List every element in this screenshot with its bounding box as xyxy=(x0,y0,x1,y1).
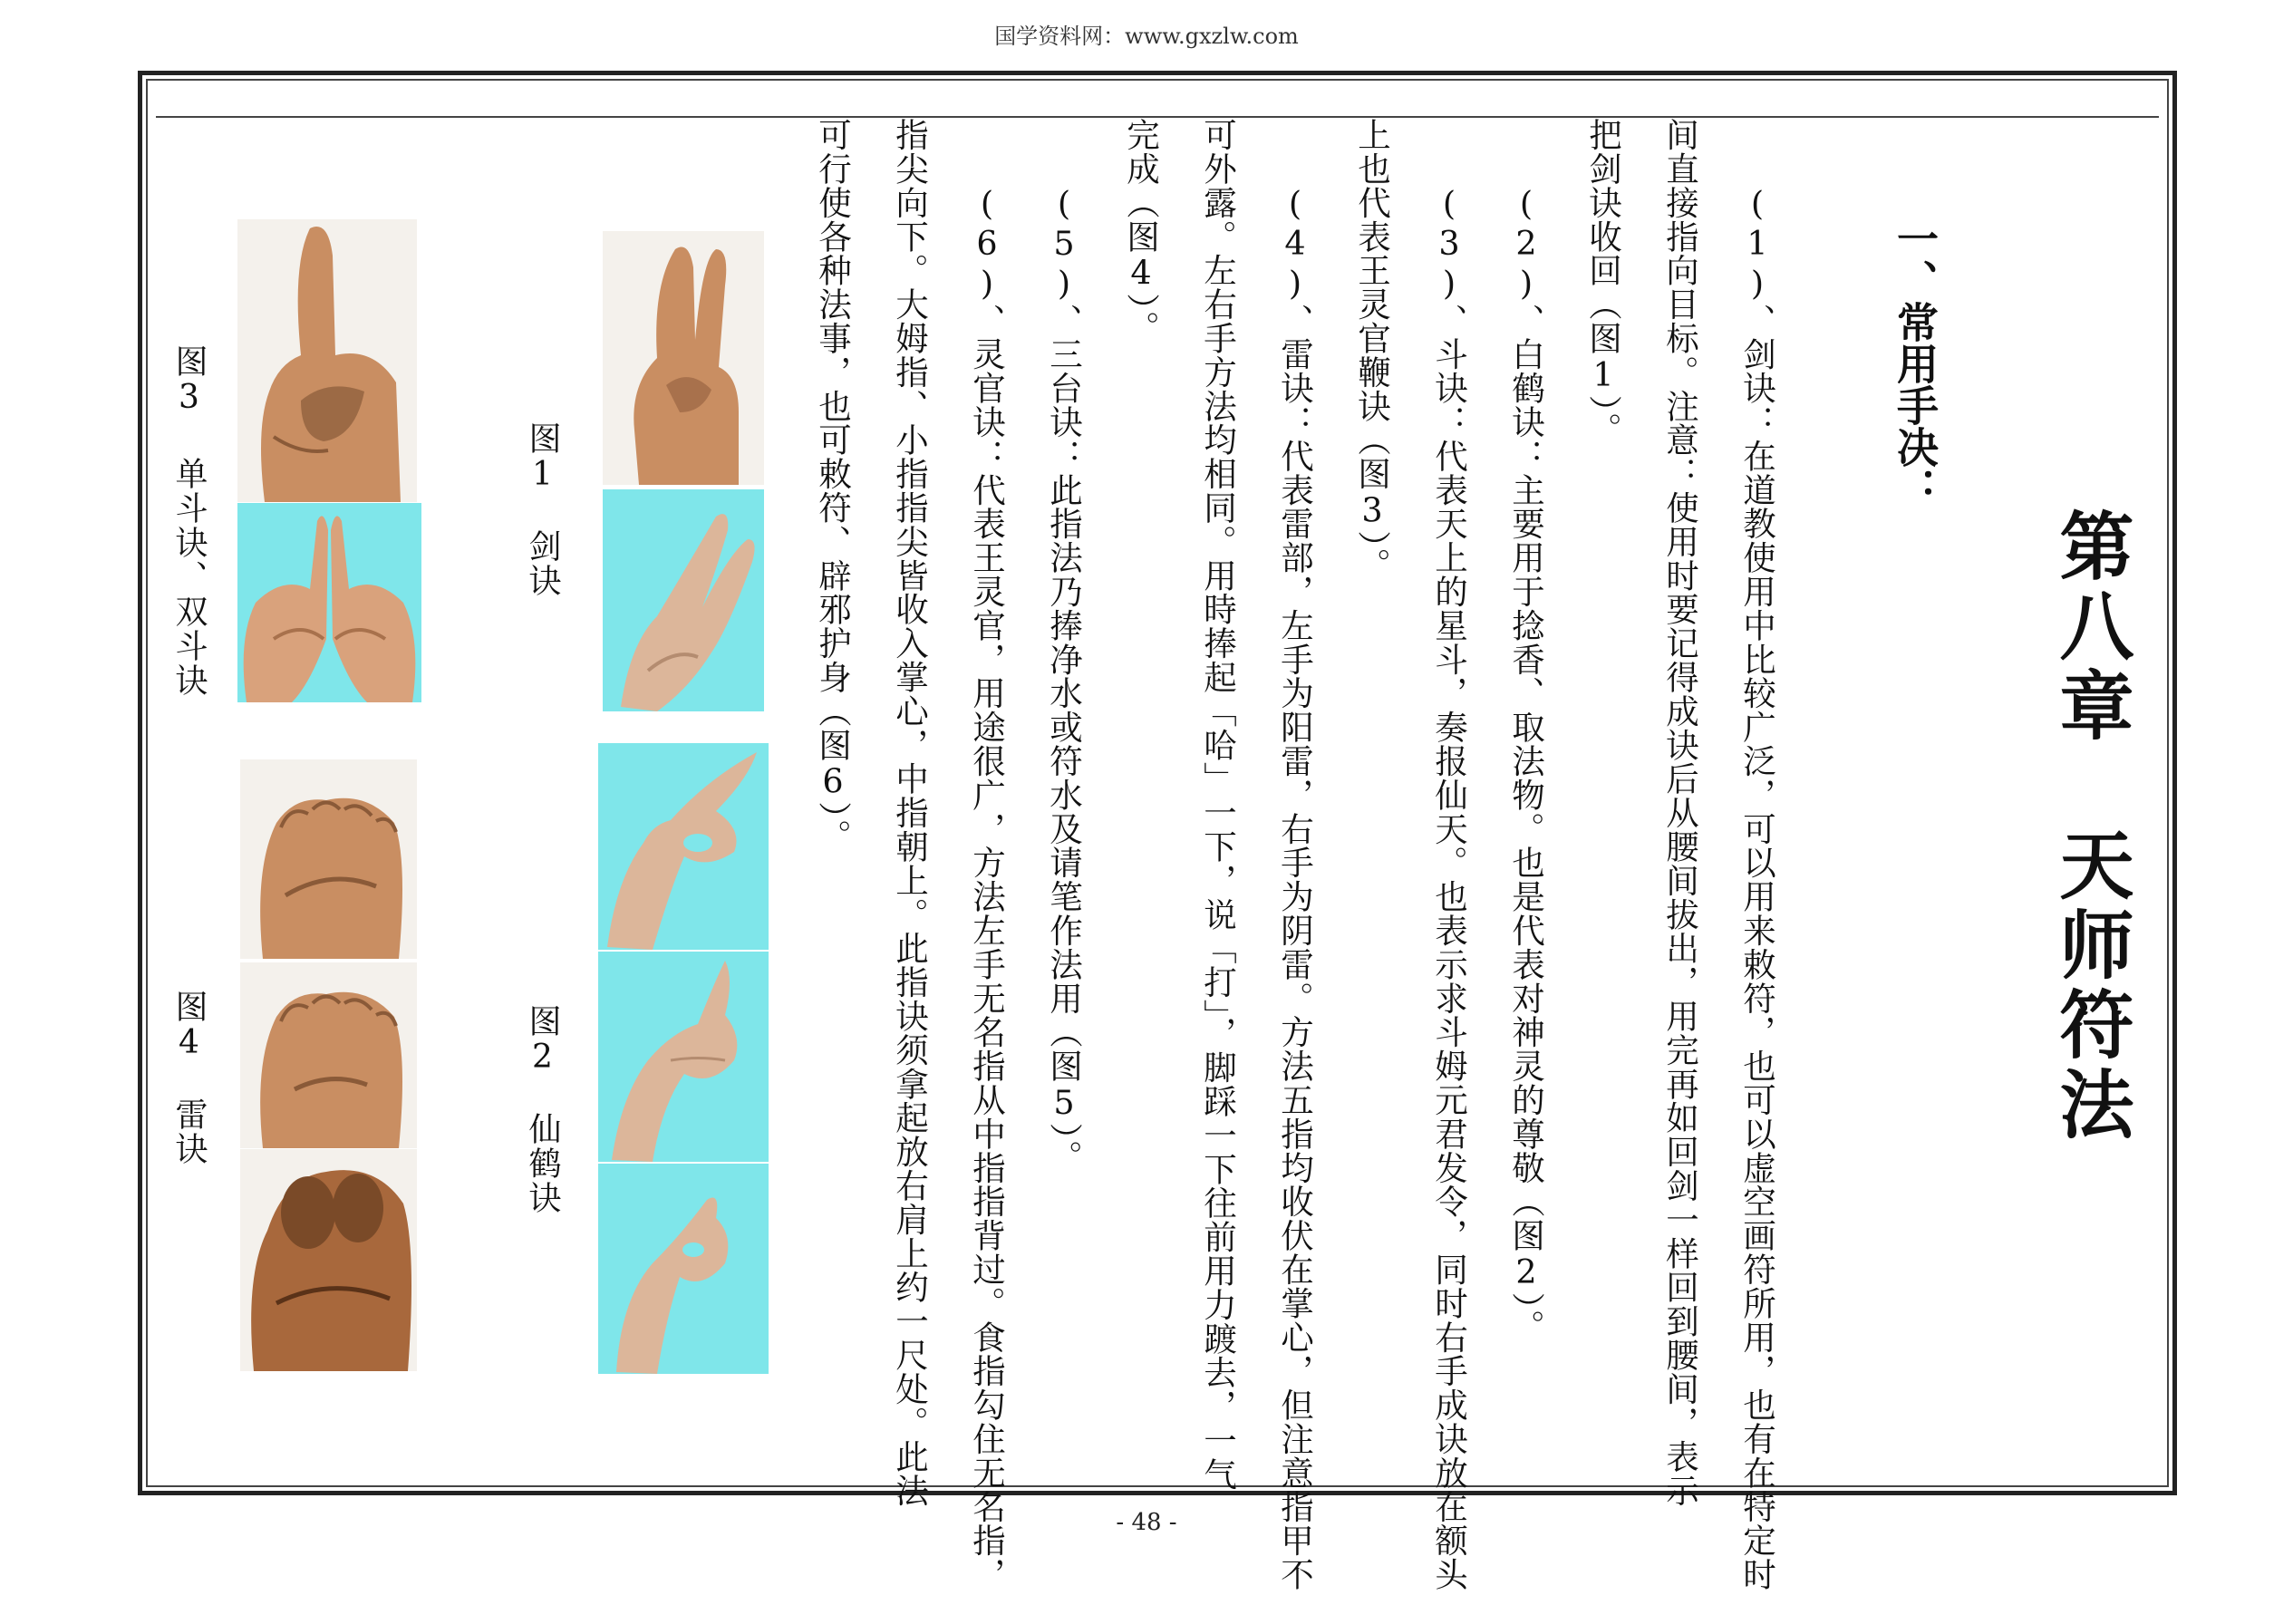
photo-fig2-crane-hand-2 xyxy=(598,952,769,1162)
caption-fig3: 图3 单斗诀、双斗诀 xyxy=(170,344,208,698)
photo-fig2-crane-hand-1 xyxy=(598,743,769,950)
photo-fig4-thunder-fist-3 xyxy=(240,1149,417,1371)
body-line-10: (5)、三台诀：此指法乃捧净水或符水及请笔作法用（图5）。 xyxy=(1044,184,1084,1174)
caption-fig1: 图1 剑诀 xyxy=(524,421,561,598)
body-line-2: 间直接指向目标。注意：使用时要记得成诀后从腰间拔出，用完再如回剑一样回到腰间，表示 xyxy=(1660,118,1700,1508)
caption-fig4: 图4 雷诀 xyxy=(170,990,208,1166)
body-line-4: (2)、白鹤诀：主要用于捻香、取法物。也是代表对神灵的尊敬（图2）。 xyxy=(1506,184,1546,1344)
body-line-5: (3)、斗诀：代表天上的星斗，奏报仙天。也表示求斗姆元君发令，同时右手成诀放在额头 xyxy=(1429,184,1469,1591)
photo-fig2-crane-hand-3 xyxy=(598,1164,769,1374)
photo-fig1-sword-hand-white xyxy=(603,231,764,485)
caption-fig2: 图2 仙鹤诀 xyxy=(524,1004,561,1215)
body-line-9: 完成（图4）。 xyxy=(1121,118,1161,345)
body-line-12: 指尖向下。大姆指、小指指尖皆收入掌心，中指朝上。此指诀须拿起放右肩上约一尺处。此法 xyxy=(890,118,930,1508)
photo-fig4-thunder-fist-2 xyxy=(240,962,417,1148)
photo-fig3-single-dipper-hand xyxy=(237,219,417,502)
section-heading: 一、常用手决： xyxy=(1891,218,1940,509)
page-number: - 48 - xyxy=(1116,1509,1177,1536)
body-line-11: (6)、灵官诀：代表王灵官，用途很广，方法左手无名指从中指指背过。食指勾住无名指， xyxy=(967,184,1007,1591)
body-line-7: (4)、雷诀：代表雷部，左手为阳雷，右手为阴雷。方法五指均收伏在掌心，但注意指甲不 xyxy=(1275,184,1315,1591)
chapter-title: 第八章 天师符法 xyxy=(2047,508,2133,1146)
body-line-13: 可行使各种法事，也可敕符、辟邪护身（图6）。 xyxy=(813,118,853,854)
photo-fig4-thunder-fist-1 xyxy=(240,759,417,959)
body-line-6: 上也代表王灵官鞭诀（图3）。 xyxy=(1352,118,1392,582)
body-line-8: 可外露。左右手方法均相同。用時捧起「哈」一下，说「打」，脚踩一下往前用力踱去，一气 xyxy=(1198,118,1238,1492)
photo-fig1-sword-hand-cyan xyxy=(603,489,764,711)
site-header: 国学资料网：www.gxzlw.com xyxy=(994,24,1299,49)
photo-fig3-double-dipper-hands xyxy=(237,503,421,702)
body-line-1: (1)、剑诀：在道教使用中比较广泛，可以用来敕符，也可以虚空画符所用，也有在特定时 xyxy=(1737,184,1777,1591)
body-line-3: 把剑诀收回（图1）。 xyxy=(1583,118,1623,447)
